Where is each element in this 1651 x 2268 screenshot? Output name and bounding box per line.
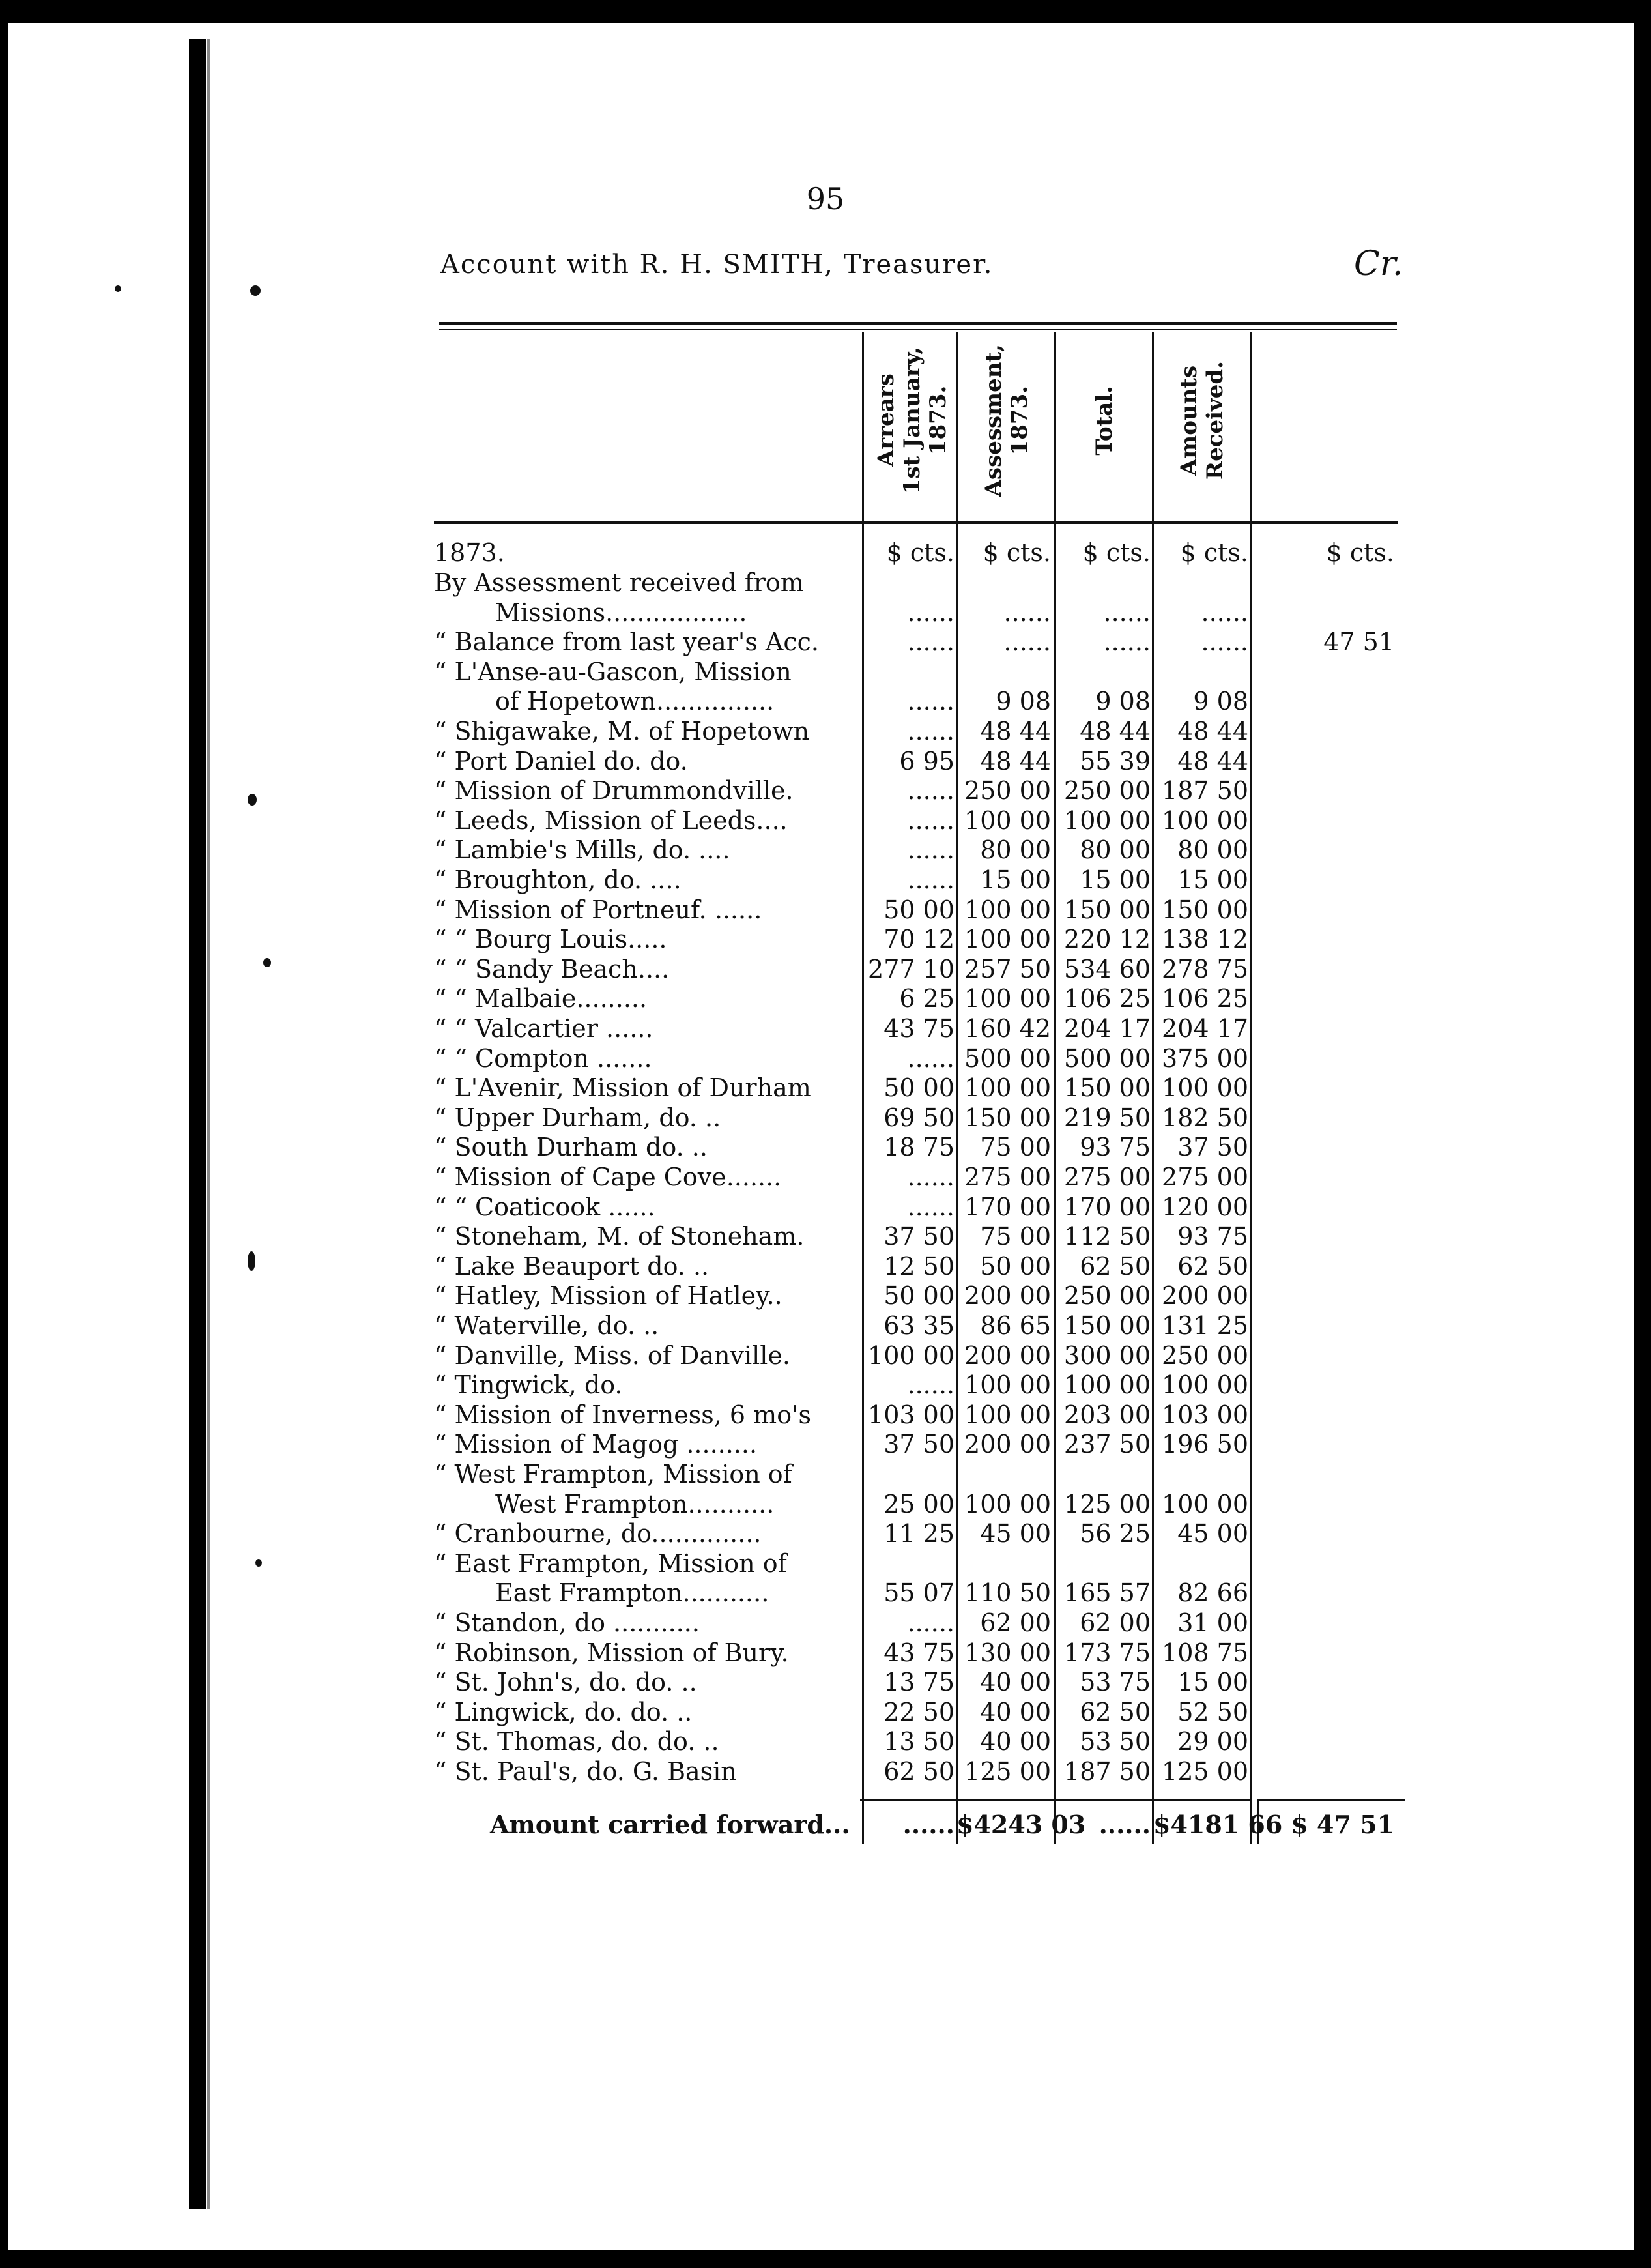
row-c3: 112 50: [1064, 1222, 1151, 1251]
row-label: “ Hatley, Mission of Hatley..: [434, 1281, 782, 1311]
column-header-total: Total.: [1091, 385, 1117, 456]
row-c1: 13 50: [883, 1727, 955, 1756]
row-c4: 106 25: [1162, 984, 1248, 1013]
row-c1: ......: [907, 1163, 955, 1191]
row-label: “ Mission of Inverness, 6 mo's: [434, 1400, 812, 1429]
row-c4: 250 00: [1162, 1341, 1248, 1370]
row-label: “ “ Sandy Beach....: [434, 954, 670, 983]
row-c2: 75 00: [980, 1133, 1051, 1162]
units-c5: $ cts.: [1326, 538, 1394, 567]
footer-c3: ......: [1098, 1810, 1151, 1839]
row-label: By Assessment received from: [434, 568, 804, 597]
row-label: West Frampton...........: [495, 1489, 775, 1519]
footer-c4: $4181 66: [1153, 1810, 1283, 1839]
row-c1: ......: [907, 687, 955, 716]
row-c4: 15 00: [1177, 865, 1248, 894]
row-c2: 100 00: [964, 1400, 1051, 1429]
row-label: “ “ Malbaie.........: [434, 984, 648, 1013]
row-label: “ Cranbourne, do..............: [434, 1519, 762, 1548]
row-label: “ Leeds, Mission of Leeds....: [434, 806, 788, 835]
account-header: Account with R. H. SMITH, Treasurer.: [440, 250, 994, 280]
row-c4: 29 00: [1177, 1727, 1248, 1756]
row-c4: 131 25: [1162, 1311, 1248, 1340]
row-c4: 9 08: [1193, 687, 1248, 716]
row-c1: 43 75: [883, 1014, 955, 1043]
row-c1: ......: [907, 865, 955, 894]
row-label: “ Mission of Drummondville.: [434, 776, 794, 806]
row-c2: 48 44: [980, 717, 1051, 746]
row-label: “ South Durham do. ..: [434, 1133, 708, 1162]
row-label: “ East Frampton, Mission of: [434, 1548, 787, 1578]
row-c2: 9 08: [996, 687, 1051, 716]
row-label: “ L'Anse-au-Gascon, Mission: [434, 657, 792, 686]
row-c4: 93 75: [1177, 1222, 1248, 1251]
row-c4: 150 00: [1162, 895, 1248, 924]
table-row: [0, 1281, 1651, 1311]
column-header-arrears: Arrears 1st January, 1873.: [873, 346, 951, 495]
row-c4: ......: [1201, 598, 1248, 627]
row-c2: 15 00: [980, 865, 1051, 894]
row-c4: 31 00: [1177, 1608, 1248, 1637]
row-c1: 37 50: [883, 1430, 955, 1459]
row-c2: 200 00: [964, 1430, 1051, 1459]
row-c4: 108 75: [1162, 1638, 1248, 1667]
table-row: [0, 1311, 1651, 1341]
row-label: of Hopetown...............: [495, 687, 775, 716]
row-c4: 187 50: [1162, 776, 1248, 806]
row-label: “ L'Avenir, Mission of Durham: [434, 1073, 811, 1103]
row-c1: 11 25: [883, 1519, 955, 1548]
table-row: [0, 1073, 1651, 1103]
row-c2: 160 42: [964, 1014, 1051, 1043]
row-c1: 18 75: [883, 1133, 955, 1162]
row-c1: 13 75: [883, 1668, 955, 1697]
row-c3: 80 00: [1080, 836, 1151, 865]
row-c3: 9 08: [1095, 687, 1151, 716]
row-label: “ Balance from last year's Acc.: [434, 628, 819, 657]
table-row: [0, 1519, 1651, 1548]
row-label: “ Stoneham, M. of Stoneham.: [434, 1222, 805, 1251]
row-c2: 200 00: [964, 1281, 1051, 1311]
row-c4: 100 00: [1162, 1371, 1248, 1400]
year-label: 1873.: [434, 538, 505, 567]
row-c3: ......: [1103, 598, 1151, 627]
row-c2: 40 00: [980, 1697, 1051, 1726]
row-c1: ......: [907, 1608, 955, 1637]
row-c1: 62 50: [883, 1757, 955, 1786]
row-c4: 80 00: [1177, 836, 1248, 865]
table-row: [0, 747, 1651, 776]
units-row: [0, 538, 1651, 568]
row-c3: 219 50: [1064, 1103, 1151, 1132]
table-row: [0, 1193, 1651, 1222]
row-c3: 173 75: [1064, 1638, 1151, 1667]
row-c3: 93 75: [1080, 1133, 1151, 1162]
row-label: “ Waterville, do. ..: [434, 1311, 659, 1340]
row-c2: 86 65: [980, 1311, 1051, 1340]
row-c3: 165 57: [1064, 1578, 1151, 1608]
row-c1: 37 50: [883, 1222, 955, 1251]
row-c4: 196 50: [1162, 1430, 1248, 1459]
row-label: “ Tingwick, do.: [434, 1371, 623, 1400]
table-row: [0, 925, 1651, 954]
row-c5: 47 51: [1323, 628, 1394, 657]
row-c1: 70 12: [883, 925, 955, 954]
row-label: “ West Frampton, Mission of: [434, 1460, 792, 1489]
row-c3: 300 00: [1064, 1341, 1151, 1370]
row-c2: 62 00: [980, 1608, 1051, 1637]
row-c1: ......: [907, 1371, 955, 1400]
row-c3: 275 00: [1064, 1163, 1151, 1191]
units-c4: $ cts.: [1180, 538, 1248, 567]
row-c1: 6 25: [899, 984, 955, 1013]
row-c1: ......: [907, 717, 955, 746]
row-c2: 275 00: [964, 1163, 1051, 1191]
row-c1: ......: [907, 1192, 955, 1221]
row-c2: 100 00: [964, 925, 1051, 954]
margin-speck: [250, 285, 261, 296]
units-c1: $ cts.: [886, 538, 955, 567]
row-c2: 500 00: [964, 1043, 1051, 1073]
row-c3: 125 00: [1064, 1489, 1151, 1519]
table-row: [0, 628, 1651, 657]
row-c3: ......: [1103, 628, 1151, 657]
row-c1: ......: [907, 598, 955, 627]
row-c1: ......: [907, 836, 955, 865]
row-c2: 40 00: [980, 1668, 1051, 1697]
row-c2: 130 00: [964, 1638, 1051, 1667]
row-c4: 120 00: [1162, 1192, 1248, 1221]
table-row: [0, 1222, 1651, 1251]
row-c4: 48 44: [1177, 746, 1248, 776]
row-c2: ......: [1003, 598, 1051, 627]
row-c2: 125 00: [964, 1757, 1051, 1786]
row-c4: 45 00: [1177, 1519, 1248, 1548]
table-row: [0, 658, 1651, 687]
row-label: “ St. Paul's, do. G. Basin: [434, 1757, 737, 1786]
row-c3: 250 00: [1064, 776, 1151, 806]
row-c2: 40 00: [980, 1727, 1051, 1756]
row-c1: ......: [907, 628, 955, 657]
row-c2: 100 00: [964, 984, 1051, 1013]
row-c3: 170 00: [1064, 1192, 1151, 1221]
row-c3: 62 00: [1080, 1608, 1151, 1637]
row-c3: 100 00: [1064, 806, 1151, 835]
table-row: [0, 1698, 1651, 1727]
row-c3: 48 44: [1080, 717, 1151, 746]
table-row: [0, 1103, 1651, 1133]
row-c3: 150 00: [1064, 1311, 1151, 1340]
row-c4: 103 00: [1162, 1400, 1248, 1429]
row-c1: ......: [907, 1043, 955, 1073]
footer-c5: $ 47 51: [1291, 1810, 1394, 1839]
row-c4: 100 00: [1162, 806, 1248, 835]
row-c3: 203 00: [1064, 1400, 1151, 1429]
row-c4: 100 00: [1162, 1073, 1248, 1103]
row-c4: 375 00: [1162, 1043, 1248, 1073]
row-label: “ Port Daniel do. do.: [434, 746, 688, 776]
row-c1: 100 00: [868, 1341, 955, 1370]
row-c1: 55 07: [883, 1578, 955, 1608]
row-label: “ Lambie's Mills, do. ....: [434, 836, 730, 865]
row-c2: 45 00: [980, 1519, 1051, 1548]
table-row: [0, 984, 1651, 1013]
row-c4: 82 66: [1177, 1578, 1248, 1608]
table-row: [0, 865, 1651, 895]
total-rule: [860, 1799, 1251, 1801]
table-row: [0, 895, 1651, 925]
row-c1: 277 10: [868, 954, 955, 983]
row-c3: 56 25: [1080, 1519, 1151, 1548]
total-rule: [1257, 1799, 1405, 1801]
row-label: “ Mission of Magog .........: [434, 1430, 758, 1459]
page-number: 95: [806, 181, 845, 216]
row-label: “ Broughton, do. ....: [434, 865, 682, 894]
table-row: [0, 1341, 1651, 1371]
row-c1: 6 95: [899, 746, 955, 776]
row-c2: 100 00: [964, 1489, 1051, 1519]
table-row: [0, 1638, 1651, 1668]
row-c3: 150 00: [1064, 1073, 1151, 1103]
column-head-rule: [434, 521, 1398, 524]
row-c4: 200 00: [1162, 1281, 1248, 1311]
table-row: [0, 836, 1651, 865]
row-c3: 150 00: [1064, 895, 1151, 924]
row-c2: 200 00: [964, 1341, 1051, 1370]
row-c3: 15 00: [1080, 865, 1151, 894]
table-row: [0, 1430, 1651, 1459]
table-row: [0, 1401, 1651, 1430]
row-c1: 43 75: [883, 1638, 955, 1667]
table-row: [0, 1727, 1651, 1756]
row-c3: 62 50: [1080, 1251, 1151, 1281]
row-label: “ “ Valcartier ......: [434, 1014, 653, 1043]
row-c3: 534 60: [1064, 954, 1151, 983]
row-c3: 62 50: [1080, 1697, 1151, 1726]
row-c1: 50 00: [883, 1073, 955, 1103]
row-c1: 22 50: [883, 1697, 955, 1726]
footer-c2: $4243 03: [956, 1810, 1086, 1839]
table-row: [0, 1490, 1651, 1519]
table-row: [0, 687, 1651, 716]
header-rule-bottom: [439, 329, 1397, 330]
row-label: “ Standon, do ...........: [434, 1608, 700, 1637]
row-c3: 53 50: [1080, 1727, 1151, 1756]
row-c3: 187 50: [1064, 1757, 1151, 1786]
row-c1: 103 00: [868, 1400, 955, 1429]
row-c2: 110 50: [964, 1578, 1051, 1608]
column-header-received: Amounts Received.: [1176, 360, 1228, 480]
row-label: “ Danville, Miss. of Danville.: [434, 1341, 791, 1370]
row-c4: 100 00: [1162, 1489, 1248, 1519]
table-row: [0, 598, 1651, 628]
row-c2: 250 00: [964, 776, 1051, 806]
table-row: [0, 1757, 1651, 1786]
row-label: “ St. John's, do. do. ..: [434, 1668, 697, 1697]
table-row: [0, 1608, 1651, 1638]
table-row: [0, 1460, 1651, 1489]
row-c1: 25 00: [883, 1489, 955, 1519]
row-c4: 275 00: [1162, 1163, 1248, 1191]
row-c4: 278 75: [1162, 954, 1248, 983]
row-c3: 237 50: [1064, 1430, 1151, 1459]
table-row: [0, 1044, 1651, 1073]
margin-speck: [115, 285, 121, 292]
row-label: “ St. Thomas, do. do. ..: [434, 1727, 719, 1756]
row-label: “ Robinson, Mission of Bury.: [434, 1638, 789, 1667]
row-c2: 100 00: [964, 895, 1051, 924]
row-label: “ Mission of Portneuf. ......: [434, 895, 762, 924]
row-label: Missions..................: [495, 598, 747, 627]
row-c4: 204 17: [1162, 1014, 1248, 1043]
row-c4: ......: [1201, 628, 1248, 657]
table-row: [0, 776, 1651, 806]
row-c2: 100 00: [964, 806, 1051, 835]
table-row: [0, 717, 1651, 746]
units-c2: $ cts.: [983, 538, 1051, 567]
carried-forward-row: [0, 1810, 1651, 1839]
row-c3: 500 00: [1064, 1043, 1151, 1073]
column-header-assessment: Assessment, 1873.: [981, 343, 1033, 497]
row-c3: 55 39: [1080, 746, 1151, 776]
row-c1: 63 35: [883, 1311, 955, 1340]
row-c4: 182 50: [1162, 1103, 1248, 1132]
table-row: [0, 1668, 1651, 1697]
table-row: [0, 806, 1651, 836]
table-row: [0, 1578, 1651, 1608]
row-c2: 100 00: [964, 1073, 1051, 1103]
row-c2: 50 00: [980, 1251, 1051, 1281]
row-c3: 53 75: [1080, 1668, 1151, 1697]
table-row: [0, 1014, 1651, 1043]
row-c3: 220 12: [1064, 925, 1151, 954]
table-row: [0, 955, 1651, 984]
row-c2: 75 00: [980, 1222, 1051, 1251]
row-label: “ Lake Beauport do. ..: [434, 1251, 710, 1281]
header-rule-top: [439, 322, 1397, 325]
credit-label: Cr.: [1354, 244, 1403, 284]
table-row: [0, 1163, 1651, 1192]
row-c2: 257 50: [964, 954, 1051, 983]
row-c1: 50 00: [883, 1281, 955, 1311]
table-row: [0, 1371, 1651, 1400]
row-c1: 69 50: [883, 1103, 955, 1132]
row-c3: 250 00: [1064, 1281, 1151, 1311]
table-row: [0, 568, 1651, 598]
row-label: “ Shigawake, M. of Hopetown: [434, 717, 810, 746]
row-c2: 170 00: [964, 1192, 1051, 1221]
row-label: “ “ Coaticook ......: [434, 1192, 655, 1221]
row-c1: 12 50: [883, 1251, 955, 1281]
row-c3: 106 25: [1064, 984, 1151, 1013]
row-c4: 37 50: [1177, 1133, 1248, 1162]
row-c1: ......: [907, 776, 955, 806]
row-c4: 62 50: [1177, 1251, 1248, 1281]
row-c1: ......: [907, 806, 955, 835]
carried-forward-label: Amount carried forward...: [490, 1810, 850, 1839]
row-c2: 150 00: [964, 1103, 1051, 1132]
row-c4: 48 44: [1177, 717, 1248, 746]
row-c4: 138 12: [1162, 925, 1248, 954]
row-c4: 15 00: [1177, 1668, 1248, 1697]
row-label: East Frampton...........: [495, 1578, 769, 1608]
row-c4: 52 50: [1177, 1697, 1248, 1726]
table-row: [0, 1252, 1651, 1281]
table-row: [0, 1133, 1651, 1162]
row-label: “ Lingwick, do. do. ..: [434, 1697, 693, 1726]
units-c3: $ cts.: [1082, 538, 1151, 567]
row-label: “ Upper Durham, do. ..: [434, 1103, 721, 1132]
row-c2: 100 00: [964, 1371, 1051, 1400]
row-c2: 48 44: [980, 746, 1051, 776]
row-label: “ “ Compton .......: [434, 1043, 652, 1073]
row-label: “ “ Bourg Louis.....: [434, 925, 667, 954]
table-row: [0, 1549, 1651, 1578]
row-label: “ Mission of Cape Cove.......: [434, 1163, 782, 1191]
row-c2: 80 00: [980, 836, 1051, 865]
footer-c1: ......: [902, 1810, 955, 1839]
row-c3: 204 17: [1064, 1014, 1151, 1043]
row-c3: 100 00: [1064, 1371, 1151, 1400]
row-c4: 125 00: [1162, 1757, 1248, 1786]
row-c2: ......: [1003, 628, 1051, 657]
row-c1: 50 00: [883, 895, 955, 924]
